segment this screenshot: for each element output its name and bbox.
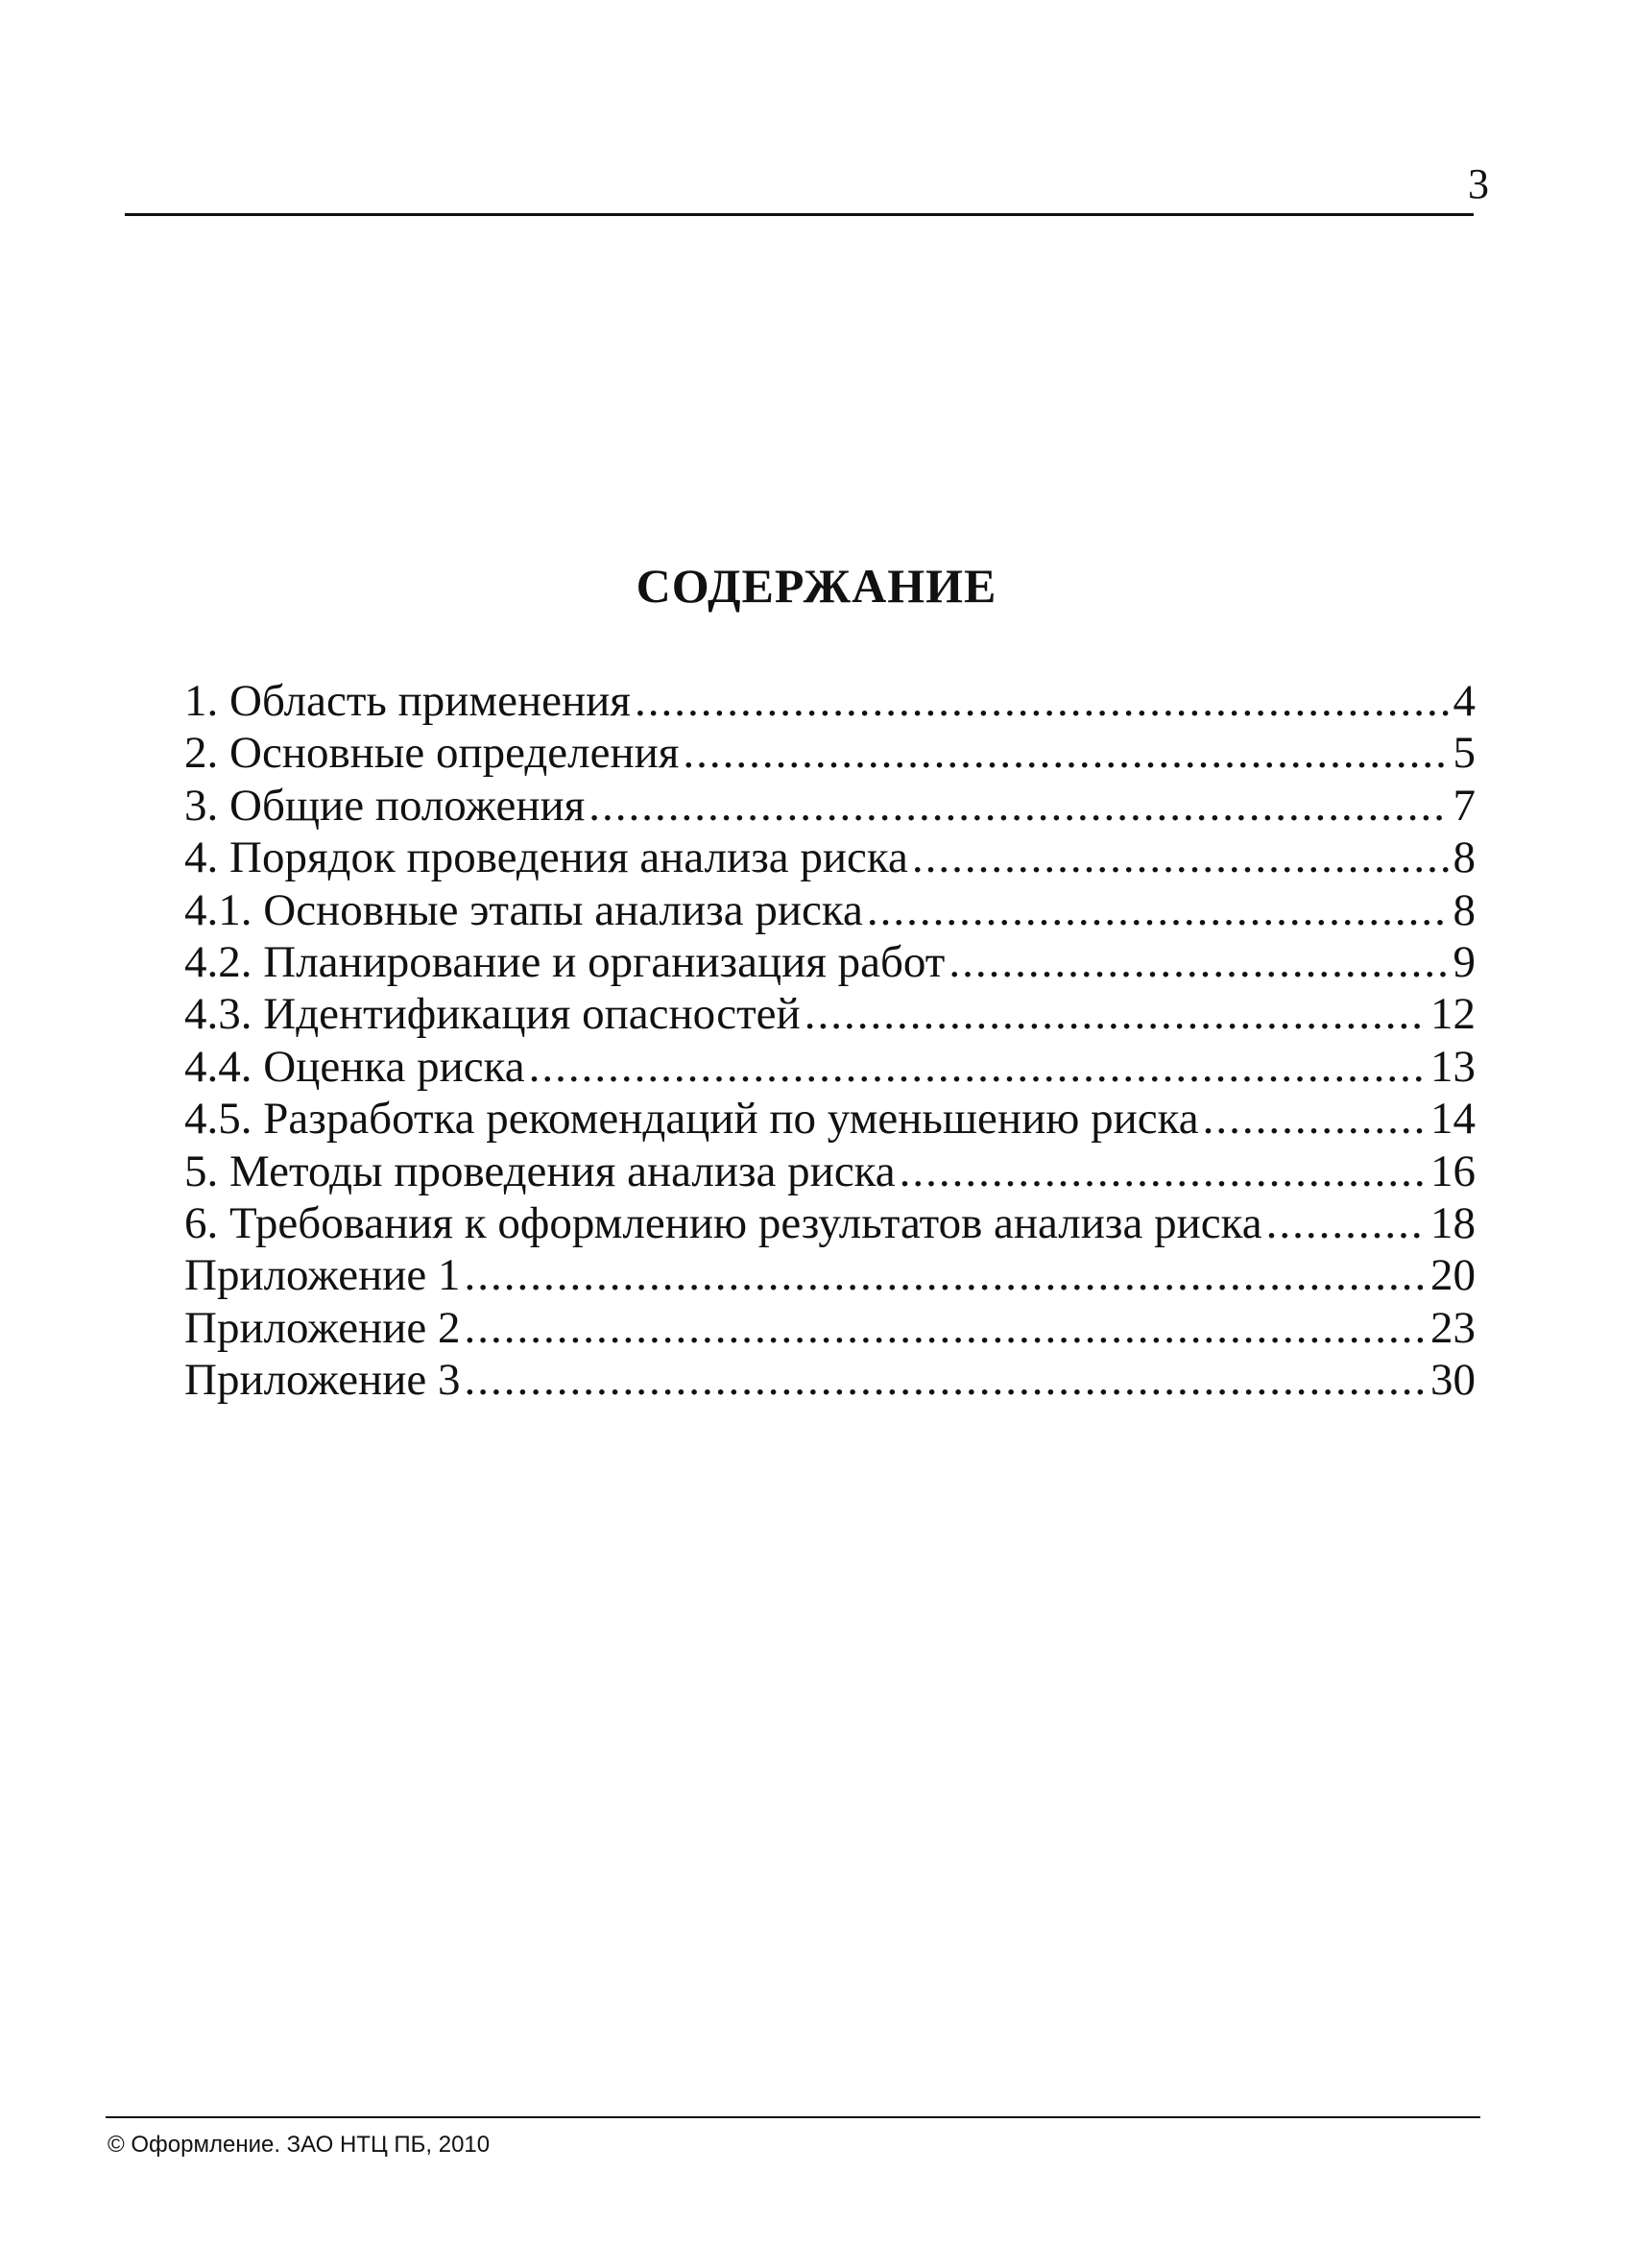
toc-dot-leader [465,1302,1427,1354]
toc-dot-leader [1266,1197,1427,1249]
toc-entry-title: 2. Основные определения [184,728,680,779]
toc-entry-page: 8 [1453,884,1476,935]
toc-entry[interactable] [184,1302,1476,1354]
toc-entry-page: 5 [1453,728,1476,779]
toc-entry-title: 1. Область применения [184,676,631,726]
toc-entry[interactable] [184,1197,1476,1249]
toc-entry[interactable] [184,1354,1476,1406]
toc-dot-leader [949,936,1449,988]
toc-entry[interactable] [184,1249,1476,1301]
toc-entry-title: 6. Требования к оформлению результатов анализа риска [184,1197,1262,1248]
toc-entry-title: 4.3. Идентификация опасностей [184,989,801,1040]
toc-entry-title: Приложение 2 [184,1302,461,1353]
toc-entry[interactable] [184,936,1476,988]
toc-entry[interactable] [184,727,1476,779]
toc-entry-title: 4. Порядок проведения анализа риска [184,832,908,883]
toc-entry[interactable] [184,832,1476,883]
copyright-notice: © Оформление. ЗАО НТЦ ПБ, 2010 [108,2132,491,2158]
toc-entry[interactable] [184,675,1476,727]
toc-entry[interactable] [184,780,1476,832]
toc-dot-leader [1203,1093,1427,1145]
toc-entry-page: 23 [1430,1302,1476,1353]
table-of-contents [184,675,1476,1406]
toc-entry[interactable] [184,1146,1476,1197]
toc-dot-leader [683,727,1449,779]
toc-entry-page: 18 [1430,1197,1476,1248]
toc-entry-page: 30 [1430,1355,1476,1406]
toc-entry-title: Приложение 1 [184,1250,461,1301]
toc-entry-title: 4.5. Разработка рекомендаций по уменьшению риска [184,1094,1199,1145]
toc-dot-leader [867,884,1450,936]
toc-dot-leader [900,1146,1427,1197]
toc-entry-page: 13 [1430,1041,1476,1092]
toc-entry[interactable] [184,1041,1476,1093]
contents-heading: СОДЕРЖАНИЕ [636,559,997,613]
toc-entry[interactable] [184,988,1476,1040]
toc-entry-title: 5. Методы проведения анализа риска [184,1146,896,1196]
toc-entry-page: 8 [1453,832,1476,883]
toc-dot-leader [912,832,1450,883]
toc-entry-title: 4.4. Оценка риска [184,1041,525,1092]
toc-entry-page: 4 [1453,676,1476,726]
toc-entry-page: 16 [1430,1146,1476,1196]
toc-dot-leader [804,988,1427,1040]
toc-entry-page: 12 [1430,989,1476,1040]
toc-dot-leader [465,1354,1427,1406]
toc-dot-leader [588,780,1449,832]
toc-entry-title: Приложение 3 [184,1355,461,1406]
header-divider [125,213,1474,216]
toc-entry-page: 9 [1453,936,1476,987]
toc-entry[interactable] [184,884,1476,936]
toc-entry-title: 4.1. Основные этапы анализа риска [184,884,863,935]
toc-entry-title: 4.2. Планирование и организация работ [184,936,946,987]
toc-dot-leader [465,1249,1427,1301]
footer-divider [106,2116,1480,2118]
toc-entry-page: 14 [1430,1094,1476,1145]
toc-entry-page: 20 [1430,1250,1476,1301]
toc-entry[interactable] [184,1093,1476,1145]
toc-dot-leader [529,1041,1427,1093]
toc-entry-title: 3. Общие положения [184,780,586,831]
toc-dot-leader [635,675,1450,727]
page-number: 3 [1468,160,1489,207]
toc-entry-page: 7 [1453,780,1476,831]
